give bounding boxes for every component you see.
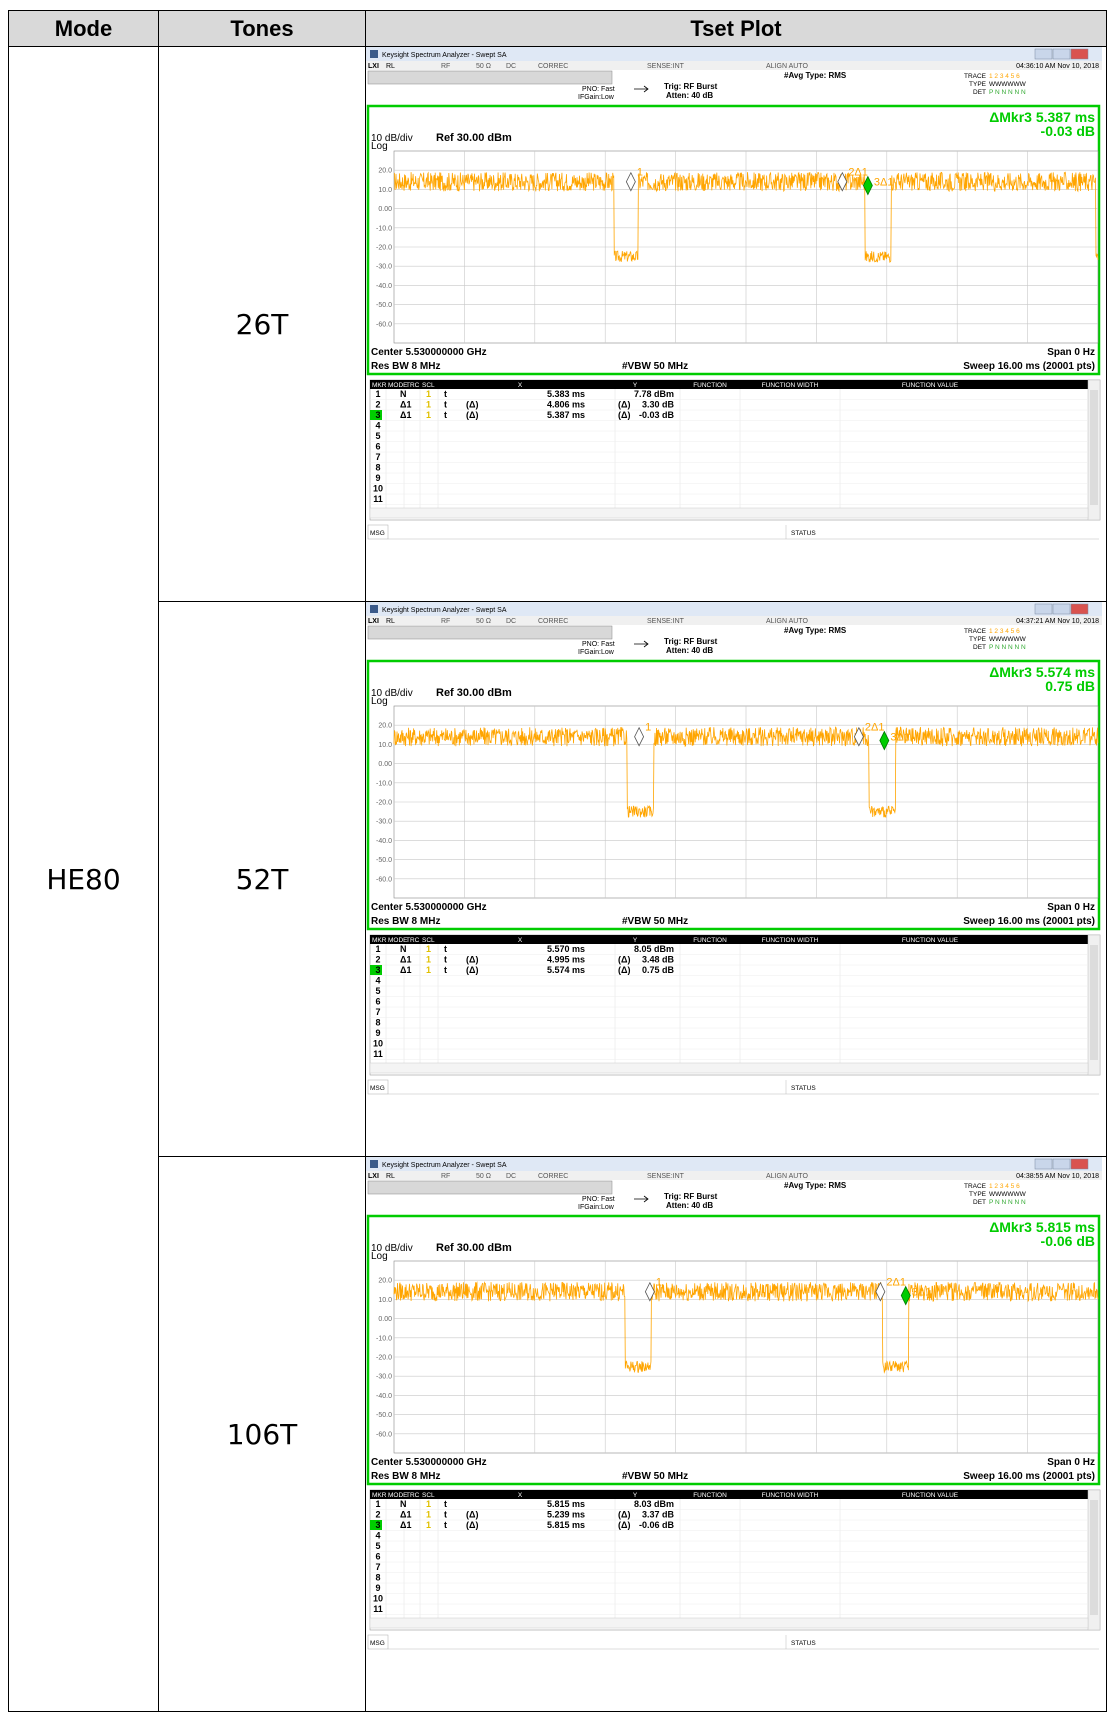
- rl-label: RL: [386, 618, 395, 625]
- marker-table-header: TRC: [406, 382, 420, 389]
- y-tick-label: -10.0: [376, 1335, 392, 1343]
- y-tick-label: -10.0: [376, 225, 392, 233]
- marker-table-header: MODE: [388, 1492, 408, 1499]
- scale-label: 10 dB/div: [371, 133, 413, 144]
- coupling-label: DC: [506, 1173, 517, 1180]
- det-legend-label: DET: [973, 1199, 986, 1206]
- y-tick-label: -60.0: [376, 321, 392, 329]
- marker-table-cell: (Δ): [466, 965, 479, 975]
- trig-label: Trig: RF Burst: [664, 1192, 718, 1201]
- scrollbar-thumb[interactable]: [1090, 945, 1098, 1060]
- log-label: Log: [371, 141, 388, 152]
- y-tick-label: 0.00: [378, 206, 392, 214]
- y-tick-label: -30.0: [376, 263, 392, 271]
- y-tick-label: -50.0: [376, 857, 392, 865]
- sense-label: SENSE:INT: [647, 618, 684, 625]
- marker-table-header-bg: [370, 1490, 1088, 1499]
- horizontal-scrollbar[interactable]: [370, 1618, 1088, 1628]
- y-tick-label: -10.0: [376, 780, 392, 788]
- impedance-label: 50 Ω: [476, 618, 491, 625]
- marker-table-cell: 6: [375, 441, 381, 452]
- maximize-icon[interactable]: [1053, 49, 1070, 59]
- coupling-label: DC: [506, 618, 517, 625]
- delta-marker-readout: ΔMkr3 5.574 ms: [989, 664, 1095, 680]
- rf-label: RF: [441, 1173, 451, 1180]
- avg-type-label: #Avg Type: RMS: [784, 626, 847, 635]
- center-freq-label: Center 5.530000000 GHz: [371, 902, 487, 913]
- marker-table-cell: N: [400, 1499, 407, 1509]
- marker-3-label: 3Δ1: [911, 1286, 932, 1299]
- scrollbar-thumb[interactable]: [1090, 390, 1098, 505]
- timestamp: 04:38:55 AM Nov 10, 2018: [1016, 1173, 1099, 1180]
- marker-table-cell: 5: [375, 431, 381, 441]
- marker-table-cell: N: [400, 389, 407, 399]
- marker-table-cell: 11: [373, 1049, 383, 1059]
- msg-label: MSG: [370, 1640, 385, 1647]
- y-tick-label: -40.0: [376, 1392, 392, 1400]
- marker-1-label: 1: [636, 166, 643, 179]
- det-values: P N N N N N: [989, 89, 1026, 96]
- horizontal-scrollbar[interactable]: [370, 1063, 1088, 1073]
- table-row: [9, 1157, 1107, 1712]
- trace-numbers: 1 2 3 4 5 6: [989, 1183, 1020, 1190]
- table-row: [9, 602, 1107, 1157]
- type-values: WWWWWW: [989, 636, 1026, 643]
- vbw-label: #VBW 50 MHz: [622, 916, 689, 927]
- marker-table-cell: 0.75 dB: [641, 965, 674, 975]
- pno-label: PNO: Fast: [582, 641, 615, 648]
- marker-table-cell: 6: [375, 996, 381, 1007]
- marker-table-cell: t: [444, 954, 447, 965]
- ref-level-label: Ref 30.00 dBm: [436, 132, 512, 144]
- delta-marker-value: -0.03 dB: [1040, 123, 1095, 139]
- y-tick-label: 0.00: [378, 1316, 392, 1324]
- span-label: Span 0 Hz: [1047, 902, 1095, 913]
- plot-cell: [366, 602, 1107, 1157]
- marker-table-cell: (Δ): [618, 399, 631, 410]
- table-row: [9, 47, 1107, 602]
- status-label: STATUS: [791, 1640, 816, 1647]
- marker-table-cell: (Δ): [618, 954, 631, 965]
- marker-3-label: 3Δ1: [890, 731, 910, 744]
- minimize-icon[interactable]: [1035, 1159, 1052, 1169]
- marker-table-cell: (Δ): [618, 1520, 631, 1530]
- atten-label: Atten: 40 dB: [666, 91, 714, 100]
- marker-table-cell: 7: [375, 452, 381, 462]
- marker-table-cell: 3.37 dB: [641, 1509, 674, 1520]
- marker-2-label: 2Δ1: [886, 1276, 906, 1289]
- marker-table-cell: t: [444, 399, 447, 410]
- marker-table-header: MODE: [388, 937, 408, 944]
- message-box: [368, 1181, 612, 1194]
- trig-label: Trig: RF Burst: [664, 637, 718, 646]
- marker-table-header: FUNCTION WIDTH: [761, 937, 819, 944]
- lxi-label: LXI: [368, 1173, 379, 1180]
- marker-table-cell: 3: [375, 1520, 381, 1530]
- plot-cell: [366, 47, 1107, 602]
- log-label: Log: [371, 696, 388, 707]
- y-tick-label: 20.0: [378, 722, 392, 730]
- msg-label: MSG: [370, 1085, 385, 1092]
- marker-table-cell: 1: [426, 1499, 432, 1509]
- sweep-label: Sweep 16.00 ms (20001 pts): [963, 1471, 1095, 1482]
- marker-table-cell: -0.03 dB: [638, 410, 674, 420]
- marker-table-header: FUNCTION WIDTH: [761, 1492, 819, 1499]
- type-legend-label: TYPE: [969, 1191, 986, 1198]
- marker-table-cell: t: [444, 389, 447, 399]
- lxi-label: LXI: [368, 63, 379, 70]
- marker-table-header: SCL: [422, 382, 435, 389]
- plot-cell: [366, 1157, 1107, 1712]
- vbw-label: #VBW 50 MHz: [622, 361, 689, 372]
- app-icon: [370, 1160, 378, 1168]
- horizontal-scrollbar[interactable]: [370, 508, 1088, 518]
- marker-table-cell: Δ1: [400, 954, 412, 965]
- marker-table-cell: 5.383 ms: [546, 389, 585, 399]
- delta-marker-readout: ΔMkr3 5.387 ms: [989, 109, 1095, 125]
- marker-table-cell: (Δ): [466, 410, 479, 420]
- mode-cell: HE80: [9, 47, 159, 1712]
- det-legend-label: DET: [973, 644, 986, 651]
- marker-table-cell: 7.78 dBm: [633, 389, 674, 399]
- marker-table-cell: 11: [373, 1604, 383, 1614]
- log-label: Log: [371, 1251, 388, 1262]
- marker-table-cell: 8: [375, 1017, 381, 1028]
- marker-table-cell: Δ1: [400, 1509, 412, 1520]
- y-tick-label: -30.0: [376, 1373, 392, 1381]
- y-tick-label: 10.0: [378, 741, 392, 749]
- avg-type-label: #Avg Type: RMS: [784, 71, 847, 80]
- marker-table-header: Y: [632, 1492, 638, 1499]
- marker-table-cell: 10: [372, 1038, 384, 1049]
- y-tick-label: 10.0: [378, 186, 392, 194]
- marker-1-label: 1: [645, 721, 652, 734]
- timestamp: 04:36:10 AM Nov 10, 2018: [1016, 63, 1099, 70]
- align-label: ALIGN AUTO: [766, 618, 808, 625]
- delta-marker-value: 0.75 dB: [1045, 678, 1095, 694]
- maximize-icon[interactable]: [1053, 604, 1070, 614]
- spectrum-analyzer-screenshot: [366, 1157, 1102, 1706]
- y-tick-label: -20.0: [376, 799, 392, 807]
- trace-legend-label: TRACE: [963, 73, 986, 80]
- marker-table-cell: 8.05 dBm: [633, 944, 674, 954]
- marker-table-cell: 1: [426, 1520, 432, 1530]
- y-tick-label: 20.0: [378, 167, 392, 175]
- marker-table-cell: 5.574 ms: [546, 965, 585, 975]
- marker-table-cell: 4: [375, 975, 381, 986]
- marker-table-cell: Δ1: [400, 1520, 412, 1530]
- rf-label: RF: [441, 618, 451, 625]
- marker-table-header: TRC: [406, 1492, 420, 1499]
- rbw-label: Res BW 8 MHz: [371, 916, 441, 927]
- marker-table-header: MODE: [388, 382, 408, 389]
- marker-table-header: FUNCTION: [693, 1492, 727, 1499]
- marker-table-cell: 5.387 ms: [546, 410, 585, 420]
- y-tick-label: -30.0: [376, 818, 392, 826]
- marker-table-cell: (Δ): [618, 965, 631, 975]
- marker-table-header: SCL: [422, 937, 435, 944]
- marker-table-cell: (Δ): [466, 399, 479, 410]
- correc-label: CORREC: [538, 1173, 569, 1180]
- marker-table-box: [370, 1490, 1100, 1630]
- spectrum-analyzer-screenshot: [366, 47, 1102, 596]
- marker-table-cell: 5: [375, 986, 381, 996]
- y-tick-label: -40.0: [376, 837, 392, 845]
- det-values: P N N N N N: [989, 1199, 1026, 1206]
- tones-cell: 26T: [159, 47, 366, 602]
- align-label: ALIGN AUTO: [766, 63, 808, 70]
- tones-cell: 52T: [159, 602, 366, 1157]
- marker-table-cell: (Δ): [466, 1509, 479, 1520]
- marker-table-cell: (Δ): [466, 954, 479, 965]
- trace-legend-label: TRACE: [963, 628, 986, 635]
- marker-table-cell: 4.995 ms: [546, 954, 585, 965]
- marker-table-cell: N: [400, 944, 407, 954]
- span-label: Span 0 Hz: [1047, 1457, 1095, 1468]
- atten-label: Atten: 40 dB: [666, 1201, 714, 1210]
- minimize-icon[interactable]: [1035, 49, 1052, 59]
- marker-table-cell: 8: [375, 462, 381, 473]
- marker-table-cell: 1: [375, 1499, 381, 1509]
- y-tick-label: 10.0: [378, 1296, 392, 1304]
- close-icon[interactable]: [1071, 604, 1088, 614]
- marker-table-cell: (Δ): [466, 1520, 479, 1530]
- tones-cell: 106T: [159, 1157, 366, 1712]
- trace-numbers: 1 2 3 4 5 6: [989, 73, 1020, 80]
- marker-table-cell: t: [444, 1520, 447, 1530]
- y-tick-label: -50.0: [376, 302, 392, 310]
- sense-label: SENSE:INT: [647, 63, 684, 70]
- marker-table-cell: Δ1: [400, 410, 412, 420]
- y-tick-label: -20.0: [376, 244, 392, 252]
- header-row: [9, 11, 1107, 47]
- type-values: WWWWWW: [989, 1191, 1026, 1198]
- marker-table-cell: 5.815 ms: [546, 1499, 585, 1509]
- marker-table-cell: 8.03 dBm: [633, 1499, 674, 1509]
- trace-numbers: 1 2 3 4 5 6: [989, 628, 1020, 635]
- marker-table-cell: t: [444, 410, 447, 420]
- y-tick-label: -20.0: [376, 1354, 392, 1362]
- marker-table-header-bg: [370, 935, 1088, 944]
- marker-table-cell: 1: [426, 965, 432, 975]
- header-tones: Tones: [159, 11, 366, 47]
- close-icon[interactable]: [1071, 49, 1088, 59]
- marker-table-cell: 1: [426, 954, 432, 965]
- window-title: Keysight Spectrum Analyzer - Swept SA: [382, 607, 507, 614]
- ref-level-label: Ref 30.00 dBm: [436, 1242, 512, 1254]
- marker-table-cell: 5.570 ms: [546, 944, 585, 954]
- marker-table-header: FUNCTION VALUE: [901, 1492, 959, 1499]
- span-label: Span 0 Hz: [1047, 347, 1095, 358]
- marker-table-cell: 3.48 dB: [641, 954, 674, 965]
- spectrum-analyzer-screenshot: [366, 602, 1102, 1151]
- rl-label: RL: [386, 63, 395, 70]
- timestamp: 04:37:21 AM Nov 10, 2018: [1016, 618, 1099, 625]
- marker-table-cell: -0.06 dB: [638, 1520, 674, 1530]
- marker-table-cell: 11: [373, 494, 383, 504]
- type-values: WWWWWW: [989, 81, 1026, 88]
- header-mode: Mode: [9, 11, 159, 47]
- pno-label: PNO: Fast: [582, 86, 615, 93]
- marker-table-cell: 2: [375, 399, 381, 410]
- marker-table-cell: 9: [375, 1583, 381, 1593]
- marker-table-box: [370, 380, 1100, 520]
- marker-table-header: SCL: [422, 1492, 435, 1499]
- marker-table-cell: 7: [375, 1562, 381, 1572]
- marker-table-header: MKR: [372, 1492, 387, 1499]
- marker-table-cell: t: [444, 944, 447, 954]
- marker-2-label: 2Δ1: [848, 166, 868, 179]
- marker-table-cell: 1: [375, 389, 381, 399]
- sense-label: SENSE:INT: [647, 1173, 684, 1180]
- y-tick-label: 20.0: [378, 1277, 392, 1285]
- pno-label: PNO: Fast: [582, 1196, 615, 1203]
- ifgain-label: IFGain:Low: [578, 94, 614, 101]
- marker-table-header: FUNCTION WIDTH: [761, 382, 819, 389]
- vbw-label: #VBW 50 MHz: [622, 1471, 689, 1482]
- marker-table-cell: 3: [375, 965, 381, 975]
- status-label: STATUS: [791, 1085, 816, 1092]
- marker-table-header-bg: [370, 380, 1088, 389]
- atten-label: Atten: 40 dB: [666, 646, 714, 655]
- marker-table-cell: 3.30 dB: [641, 399, 674, 410]
- y-tick-label: -50.0: [376, 1412, 392, 1420]
- avg-type-label: #Avg Type: RMS: [784, 1181, 847, 1190]
- test-results-table: [8, 10, 1107, 1712]
- msg-label: MSG: [370, 530, 385, 537]
- sweep-label: Sweep 16.00 ms (20001 pts): [963, 361, 1095, 372]
- det-values: P N N N N N: [989, 644, 1026, 651]
- marker-table-cell: 4: [375, 1530, 381, 1541]
- marker-table-header: Y: [632, 382, 638, 389]
- marker-table-cell: (Δ): [618, 1509, 631, 1520]
- center-freq-label: Center 5.530000000 GHz: [371, 1457, 487, 1468]
- marker-table-header: MKR: [372, 382, 387, 389]
- impedance-label: 50 Ω: [476, 1173, 491, 1180]
- delta-marker-value: -0.06 dB: [1040, 1233, 1095, 1249]
- marker-table-header: FUNCTION: [693, 382, 727, 389]
- rl-label: RL: [386, 1173, 395, 1180]
- marker-table-cell: 4: [375, 420, 381, 431]
- marker-table-header: MKR: [372, 937, 387, 944]
- marker-table-cell: 7: [375, 1007, 381, 1017]
- marker-table-cell: (Δ): [618, 410, 631, 420]
- center-freq-label: Center 5.530000000 GHz: [371, 347, 487, 358]
- impedance-label: 50 Ω: [476, 63, 491, 70]
- correc-label: CORREC: [538, 618, 569, 625]
- marker-2-label: 2Δ1: [864, 721, 885, 734]
- marker-table-cell: 10: [372, 1593, 384, 1604]
- close-icon[interactable]: [1071, 1159, 1088, 1169]
- y-tick-label: -60.0: [376, 1431, 392, 1439]
- marker-table-header: Y: [632, 937, 638, 944]
- message-box: [368, 71, 612, 84]
- trace-legend-label: TRACE: [963, 1183, 986, 1190]
- marker-table-cell: t: [444, 965, 447, 975]
- correc-label: CORREC: [538, 63, 569, 70]
- y-tick-label: -40.0: [376, 282, 392, 290]
- marker-table-cell: 4.806 ms: [546, 399, 585, 410]
- y-tick-label: -60.0: [376, 876, 392, 884]
- marker-table-header: X: [517, 382, 523, 389]
- app-icon: [370, 605, 378, 613]
- marker-table-cell: 1: [426, 944, 432, 954]
- rbw-label: Res BW 8 MHz: [371, 1471, 441, 1482]
- y-tick-label: 0.00: [378, 761, 392, 769]
- scale-label: 10 dB/div: [371, 1243, 413, 1254]
- scrollbar-thumb[interactable]: [1090, 1500, 1098, 1615]
- marker-table-cell: 1: [426, 1509, 432, 1520]
- ref-level-label: Ref 30.00 dBm: [436, 687, 512, 699]
- marker-table-cell: 5: [375, 1541, 381, 1551]
- rf-label: RF: [441, 63, 451, 70]
- marker-table-box: [370, 935, 1100, 1075]
- marker-table-cell: Δ1: [400, 965, 412, 975]
- marker-table-header: FUNCTION VALUE: [901, 937, 959, 944]
- status-label: STATUS: [791, 530, 816, 537]
- sweep-label: Sweep 16.00 ms (20001 pts): [963, 916, 1095, 927]
- message-box: [368, 626, 612, 639]
- marker-table-header: X: [517, 1492, 523, 1499]
- ifgain-label: IFGain:Low: [578, 649, 614, 656]
- marker-table-header: TRC: [406, 937, 420, 944]
- marker-3-label: 3Δ1: [873, 176, 894, 189]
- det-legend-label: DET: [973, 89, 986, 96]
- marker-table-header: FUNCTION VALUE: [901, 382, 959, 389]
- marker-table-cell: t: [444, 1509, 447, 1520]
- marker-table-cell: t: [444, 1499, 447, 1509]
- marker-table-header: FUNCTION: [693, 937, 727, 944]
- scale-label: 10 dB/div: [371, 688, 413, 699]
- marker-table-cell: 2: [375, 1509, 381, 1520]
- marker-table-cell: 3: [375, 410, 381, 420]
- header-tset-plot: Tset Plot: [366, 11, 1107, 47]
- marker-table-cell: 9: [375, 1028, 381, 1038]
- marker-table-cell: 1: [426, 389, 432, 399]
- type-legend-label: TYPE: [969, 636, 986, 643]
- marker-table-cell: 9: [375, 473, 381, 483]
- coupling-label: DC: [506, 63, 517, 70]
- align-label: ALIGN AUTO: [766, 1173, 808, 1180]
- marker-table-cell: 5.815 ms: [546, 1520, 585, 1530]
- ifgain-label: IFGain:Low: [578, 1204, 614, 1211]
- app-icon: [370, 50, 378, 58]
- marker-table-cell: 1: [426, 399, 432, 410]
- trig-label: Trig: RF Burst: [664, 82, 718, 91]
- marker-table-cell: 1: [426, 410, 432, 420]
- maximize-icon[interactable]: [1053, 1159, 1070, 1169]
- marker-table-header: X: [517, 937, 523, 944]
- marker-table-cell: 10: [372, 483, 384, 494]
- marker-table-cell: 2: [375, 954, 381, 965]
- type-legend-label: TYPE: [969, 81, 986, 88]
- delta-marker-readout: ΔMkr3 5.815 ms: [989, 1219, 1095, 1235]
- marker-1-label: 1: [655, 1276, 662, 1289]
- marker-table-cell: Δ1: [400, 399, 412, 410]
- lxi-label: LXI: [368, 618, 379, 625]
- window-title: Keysight Spectrum Analyzer - Swept SA: [382, 1162, 507, 1169]
- rbw-label: Res BW 8 MHz: [371, 361, 441, 372]
- marker-table-cell: 8: [375, 1572, 381, 1583]
- marker-table-cell: 5.239 ms: [546, 1509, 585, 1520]
- window-title: Keysight Spectrum Analyzer - Swept SA: [382, 52, 507, 59]
- minimize-icon[interactable]: [1035, 604, 1052, 614]
- marker-table-cell: 6: [375, 1551, 381, 1562]
- marker-table-cell: 1: [375, 944, 381, 954]
